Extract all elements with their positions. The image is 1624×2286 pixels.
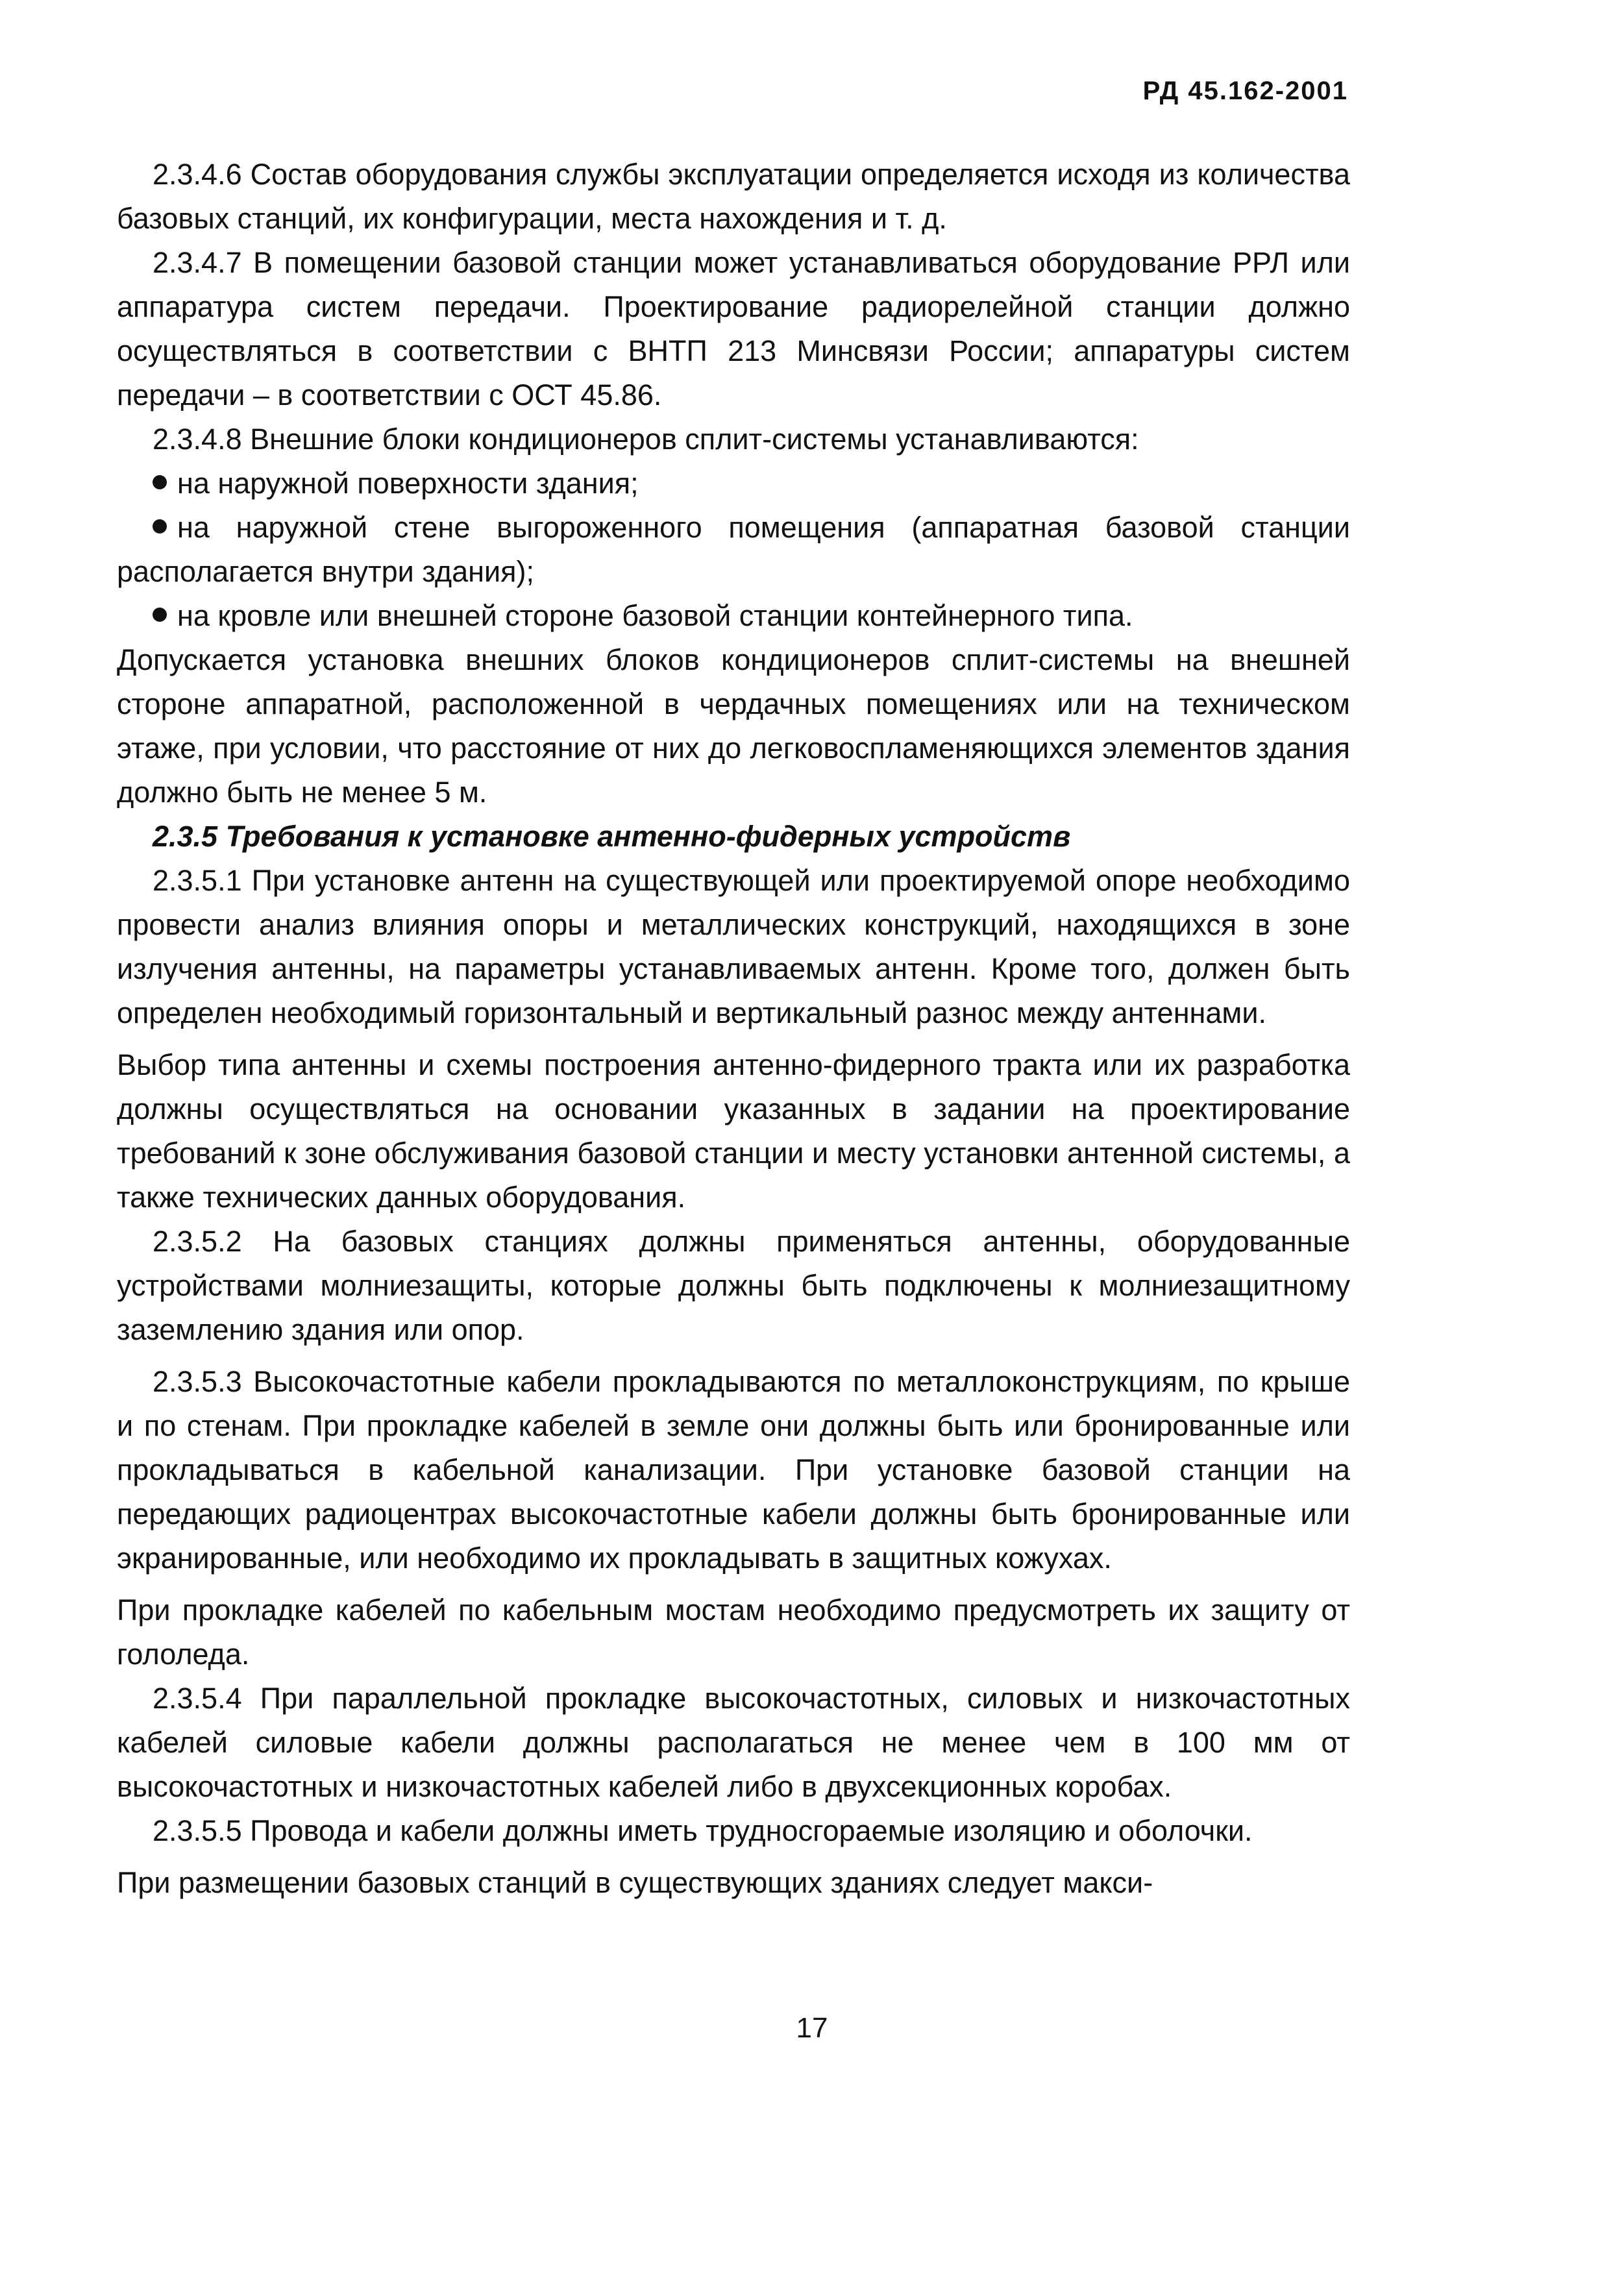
bullet-icon — [153, 475, 167, 489]
section-heading-2-3-5: 2.3.5 Требования к установке антенно-фидерных устройств — [153, 820, 1071, 853]
bullet-icon — [153, 608, 167, 622]
paragraph-2-3-5-1: 2.3.5.1 При установке антенн на существующей или проектируемой опоре необходимо провести анализ влияния опоры и металлических конструкций, находящихся в зоне излучения антенны, на параметры устанавливаемых антенн. Кроме того, должен быть определен необходимый горизонтальный и вертикальный разнос между антеннами. — [117, 864, 1350, 1029]
paragraph-2-3-4-8: 2.3.4.8 Внешние блоки кондиционеров сплит-системы устанавливаются: — [153, 423, 1139, 456]
document-body — [117, 153, 1350, 1905]
document-code-header: РД 45.162-2001 — [1142, 77, 1348, 105]
paragraph-2-3-5-4: 2.3.5.4 При параллельной прокладке высокочастотных, силовых и низкочастотных кабелей силовые кабели должны располагаться не менее чем в 100 мм от высокочастотных и низкочастотных кабелей либо в двухсекционных коробах. — [117, 1682, 1350, 1803]
paragraph-allowance: Допускается установка внешних блоков кондиционеров сплит-системы на внешней стороне аппаратной, расположенной в чердачных помещениях или на техническом этаже, при условии, что расстояние от них до легковоспламеняющихся элементов здания должно быть не менее 5 м. — [117, 643, 1350, 809]
bullet-text: на наружной стене выгороженного помещения (аппаратная базовой станции располагается внутри здания); — [117, 511, 1350, 588]
paragraph-2-3-4-6: 2.3.4.6 Состав оборудования службы эксплуатации определяется исходя из количества базовых станций, их конфигурации, места нахождения и т. д. — [117, 158, 1350, 235]
paragraph-ice-protection: При прокладке кабелей по кабельным мостам необходимо предусмотреть их защиту от гололеда. — [117, 1593, 1350, 1671]
paragraph-2-3-4-7: 2.3.4.7 В помещении базовой станции может устанавливаться оборудование РРЛ или аппаратура систем передачи. Проектирование радиорелейной станции должно осуществляться в соответствии с ВНТП 213 Минсвязи России; аппаратуры систем передачи – в соответствии с ОСТ 45.86. — [117, 246, 1350, 412]
bullet-text: на кровле или внешней стороне базовой станции контейнерного типа. — [177, 599, 1133, 632]
paragraph-antenna-choice: Выбор типа антенны и схемы построения антенно-фидерного тракта или их разработка должны осуществляться на основании указанных в задании на проектирование требований к зоне обслуживания базовой станции и месту установки антенной системы, а также технических данных оборудования. — [117, 1048, 1350, 1214]
bullet-text: на наружной поверхности здания; — [177, 467, 639, 500]
page-number: 17 — [796, 2012, 828, 2044]
paragraph-2-3-5-3: 2.3.5.3 Высокочастотные кабели прокладываются по металлоконструкциям, по крыше и по стенам. При прокладке кабелей в земле они должны быть или бронированные или прокладываться в кабельной канализации. При установке базовой станции на передающих радиоцентрах высокочастотные кабели должны быть бронированные или экранированные, или необходимо их прокладывать в защитных кожухах. — [117, 1365, 1350, 1575]
bullet-item — [117, 461, 1350, 506]
bullet-item — [117, 594, 1350, 638]
paragraph-2-3-5-5: 2.3.5.5 Провода и кабели должны иметь трудносгораемые изоляцию и оболочки. — [153, 1814, 1253, 1847]
bullet-icon — [153, 519, 167, 534]
paragraph-2-3-5-2: 2.3.5.2 На базовых станциях должны применяться антенны, оборудованные устройствами молниезащиты, которые должны быть подключены к молниезащитному заземлению здания или опор. — [117, 1225, 1350, 1346]
bullet-item — [117, 506, 1350, 594]
paragraph-existing-buildings: При размещении базовых станций в существующих зданиях следует макси- — [117, 1866, 1153, 1899]
